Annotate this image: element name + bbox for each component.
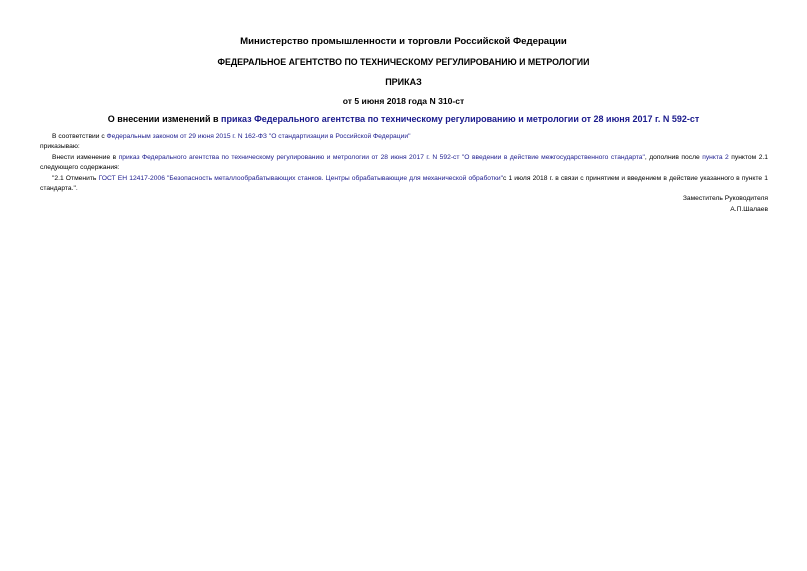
amendment-prefix: Внести изменение в xyxy=(52,153,119,161)
title-prefix: О внесении изменений в xyxy=(107,114,222,124)
document-body xyxy=(40,132,768,215)
agency-heading: ФЕДЕРАЛЬНОЕ АГЕНТСТВО ПО ТЕХНИЧЕСКОМУ РЕГУЛИРОВАНИЮ И МЕТРОЛОГИИ xyxy=(217,57,590,67)
federal-law-link[interactable]: Федеральным законом от 29 июня 2015 г. N 162-ФЗ "О стандартизации в Российской Федерации" xyxy=(106,133,411,140)
clause-suffix: с 1 июля 2018 г. в связи с принятием и введением в действие указанного в пункте 1 стандарта.". xyxy=(40,174,768,193)
paragraph-basis xyxy=(40,132,768,142)
doc-type-heading: ПРИКАЗ xyxy=(385,77,422,87)
ministry-heading: Министерство промышленности и торговли Российской Федерации xyxy=(240,36,567,47)
gost-link[interactable]: ГОСТ ЕН 12417-2006 "Безопасность металлообрабатывающих станков. Центры обрабатывающие для механической обработки" xyxy=(98,174,503,182)
paragraph-amendment xyxy=(40,153,768,174)
clause-2-link[interactable]: пункта 2 xyxy=(702,153,729,161)
document-title xyxy=(0,114,807,124)
paragraph-clause-2-1 xyxy=(40,174,768,195)
amended-order-link[interactable]: приказ Федерального агентства по техническому регулированию и метрологии от 28 июня 2017 г. N 592-ст "О введении в действие межгосударственного стандарта" xyxy=(118,153,645,161)
title-order-link[interactable]: приказ Федерального агентства по техническому регулированию и метрологии от 28 июня 2017 г. N 592-ст xyxy=(221,114,700,124)
signer-name: А.П.Шалаев xyxy=(730,205,768,213)
amendment-mid: , дополнив после xyxy=(644,153,703,161)
date-number-heading: от 5 июня 2018 года N 310-ст xyxy=(342,96,465,106)
signer-title: Заместитель Руководителя xyxy=(682,195,768,203)
paragraph-order-word: приказываю: xyxy=(40,143,80,151)
clause-prefix: "2.1 Отменить xyxy=(52,174,99,182)
amendment-suffix: пунктом 2.1 следующего содержания: xyxy=(40,153,769,172)
basis-prefix: В соответствии с xyxy=(52,133,107,140)
